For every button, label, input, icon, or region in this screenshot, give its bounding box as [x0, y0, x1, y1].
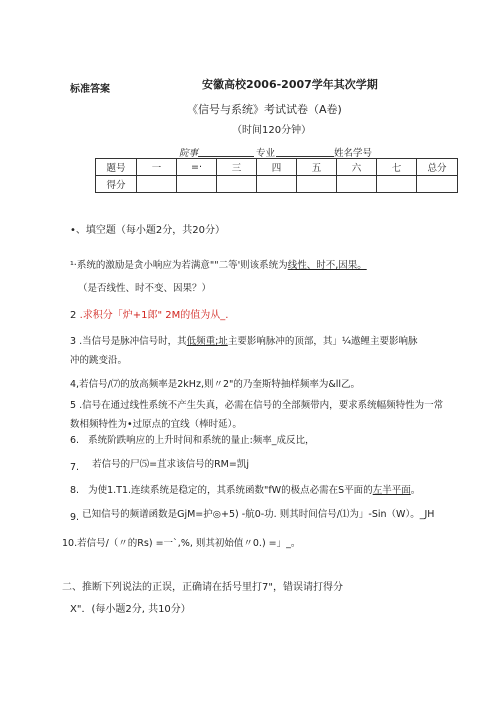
question-1 — [70, 257, 367, 271]
score-cell: 七 — [377, 159, 417, 176]
question-8 — [70, 482, 420, 496]
score-input-cell[interactable] — [377, 176, 417, 193]
question-7 — [70, 456, 249, 473]
college-label: 院事 — [179, 148, 199, 159]
score-table — [95, 158, 458, 193]
question-9-number: 9. — [70, 512, 80, 523]
answer-key-tag: 标准答案 — [70, 84, 110, 95]
question-8-answer: 左半平面 — [372, 485, 411, 496]
question-5-text-a: .信号在通过线性系统不产生失真，必需在信号的全部频带内，要求系统幅频特性为一常 — [79, 400, 444, 411]
question-9 — [70, 506, 435, 523]
score-cell: 总分 — [417, 159, 458, 176]
section2-title: 二、推断下列说法的正误，正确请在括号里打7"，错误请打得分 — [62, 582, 343, 593]
score-input-cell[interactable] — [337, 176, 377, 193]
question-8-text-a: 为使1.T1.连续系统是稳定的，其系统函数"fW的极点必需在S平面的 — [88, 485, 373, 496]
question-1-text: ¹·系统的激励是贪小响应为若满意""二等'则该系统为 — [70, 260, 288, 271]
question-2 — [70, 306, 228, 321]
question-5-continuation: 数相频特性为•过原点的宜线（棒时延）。 — [70, 419, 242, 430]
score-input-cell[interactable] — [217, 176, 257, 193]
question-3-continuation: 冲的跳变沿。 — [70, 355, 128, 366]
score-cell: =· — [177, 159, 217, 176]
question-5-number: 5 — [70, 400, 77, 411]
question-2-number: 2 — [70, 310, 77, 321]
question-7-number: 7. — [70, 462, 80, 473]
question-8-text-b: 。 — [410, 485, 421, 496]
question-3-text-a: .当信号是脉冲信号时，其 — [79, 336, 187, 347]
question-6 — [70, 432, 315, 446]
college-blank — [198, 146, 254, 157]
question-1-hint: （是否线性、时不变、因果？） — [78, 283, 212, 294]
score-cell: 题号 — [96, 159, 137, 176]
question-9-text: 已知信号的频谱函数是GjM=护◎+5) -航0-功. 则其时间信号/⑴为」-Sin（W）。_JH — [82, 509, 435, 520]
score-input-cell[interactable] — [177, 176, 217, 193]
score-input-cell[interactable] — [417, 176, 458, 193]
question-10: 10.若信号/（〃的Rs) =一`,%, 则其初始值〃0.) =」_。 — [62, 538, 301, 549]
question-8-number: 8. — [70, 485, 80, 496]
score-cell: 四 — [257, 159, 297, 176]
major-blank — [276, 146, 334, 157]
score-input-cell[interactable] — [137, 176, 177, 193]
score-input-cell[interactable] — [297, 176, 337, 193]
question-4: 4,若信号/⑺的放高频率是2kHz,则〃2"的乃奎斯特抽样频率为&ll乙。 — [70, 379, 361, 390]
section1-title: •、填空题（每小题2分，共20分） — [70, 225, 225, 236]
question-6-text: 系统阶跌响应的上升时间和系统的量止:频率_成反比， — [88, 435, 315, 446]
score-cell: 一 — [137, 159, 177, 176]
question-5 — [70, 397, 443, 411]
question-3-answer: 低频重;址 — [186, 336, 228, 347]
score-input-cell[interactable] — [257, 176, 297, 193]
name-id-label: 姓名学号 — [334, 148, 373, 159]
score-cell: 得分 — [96, 176, 137, 193]
question-3 — [70, 333, 418, 347]
question-2-text: .求积分「炉+1郎" 2M的值为从_. — [79, 310, 229, 321]
question-7-text: 若信号的尸⑸=苴求该信号的RM=凯j — [92, 459, 249, 470]
score-cell: 五 — [297, 159, 337, 176]
question-3-text-b: 主要影响脉冲的顶部，其」¼遨鲤主要影响脉 — [227, 336, 418, 347]
major-label: 专业 — [256, 148, 276, 159]
score-table-score-row — [96, 176, 458, 193]
exam-title: 《信号与系统》考试试卷（A卷) — [187, 103, 342, 116]
question-6-number: 6. — [70, 435, 80, 446]
score-cell: 六 — [337, 159, 377, 176]
score-table-header-row — [96, 159, 458, 176]
question-3-number: 3 — [70, 336, 77, 347]
section2-subtitle: X"．(每小题2分, 共10分） — [70, 604, 191, 615]
score-cell: 三 — [217, 159, 257, 176]
question-1-answer: 线性、时不,因果。 — [287, 260, 367, 271]
exam-time: （时间120分钟） — [232, 125, 312, 136]
school-term-line: 安徽高校2006-2007学年其次学期 — [202, 78, 378, 91]
